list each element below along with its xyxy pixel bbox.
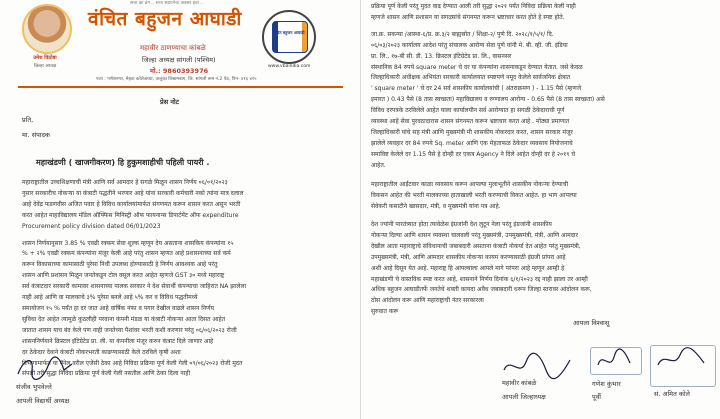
body-line: देखील आता महाराष्ट्राचे संविधानाची जबाबदारी असताना कंत्राटी नोकर्या देत आहेत परंतु मुख्यमंत्री, xyxy=(371,242,581,250)
body-line: जातात शासन याच बंद केले पण नाही जनतेच्या पैशांवर भरती कशी करणार परंतु ०६/०६/२०२३ रोजी xyxy=(22,326,237,334)
body-line: Procurement policy division dated 06/01/2023 xyxy=(22,222,161,230)
body-line: आहेत. xyxy=(371,161,386,169)
headline: महाखंडणी ( खाजगीकरण) हि हुकुमशाहीची पहिली पायरी . xyxy=(36,158,210,167)
right-body-b xyxy=(371,180,711,213)
body-line: उपमुख्यमंत्री, मंत्री, आणि आमदार शासकीय नोकऱ्या कायम करण्यासाठी इंग्रजी प्रांपरा आहे xyxy=(371,253,566,261)
signatory-title: आपली विद्यार्थी अध्यक्ष xyxy=(16,397,70,405)
body-line: आहे देवेंद्र फडणवीस अजित पवार हे विविध कार्यालयांमार्फत संगणमत करून शासन करत असून भरती xyxy=(22,200,241,208)
body-line: झालेले व्यवहार दर 84 रुपये Sq. meter आणि एक मेहताफळ ठेकेदार व्यवसाय नियोजनाचे xyxy=(371,139,573,147)
body-line: नोकऱ्या दिल्या आणि शासन व्यवस्था चालवली परंतु मुख्यमंत्री, उपमुख्यमंत्री, मंत्री, आणि आमदार xyxy=(371,231,578,239)
body-line: महाखंडणी चे वास्तविक स्पष्ट करत आहे, शासनाने निर्णय दिनांक ६/१/२०२३ रद्द नाही झाला तर आम्ही xyxy=(371,275,588,283)
body-line: शासन निर्णयानुसार 3.85 % एवढी रक्कम सेवा शुल्क म्हणून देय असताना शासकिय कंपन्यांना १५ xyxy=(22,239,234,247)
body-line: ' square meter ' चे दर 24 सर्व शासकीय कार्यालयांची ( अंतराक्रमण ) - 1.15 पैसे (म्हणजे xyxy=(371,85,582,93)
body-line: सर्व कंत्राटदार सरकारी कामावर शासनाच्या पालक सरकार ने देश सेवार्थी कंपन्याचा जाहिरात NA झालेला xyxy=(22,283,247,291)
body-line: व्यवस्था आहे सेवा पुरवठादारास शासन संगनमत करून भ्रष्टाचार करत आहे . मोठ्या प्रमाणात xyxy=(371,118,570,126)
right-body-a xyxy=(371,2,711,172)
signatory-title: आपली जिल्हाध्यक्ष xyxy=(502,393,546,401)
body-line: नाही आहे आणि वा मालकाचे ३% पुरेसा बनले आहे ५% कर व विविध पद्धतीमध्ये xyxy=(22,294,198,302)
signature-mark xyxy=(588,345,644,379)
body-line: देश ज्यांनी पारतंत्र्यात होता त्यावेळेस इंग्रजांनी देश लुटून नेला परंतु इंग्रजांनी शासकीय xyxy=(371,221,552,228)
body-line: शासननिर्णयाने क्रिस्टल इंटिग्रेटेड प्रा. ली. या कंपनीला मंजूर करुन कंत्राट दिले जाणार आहे xyxy=(22,337,214,345)
leader-role: जिल्हा अध्यक्ष xyxy=(33,64,57,69)
body-line: समायोजन १५ % पर्यंत हा दर जात आहे वार्षिक नफा व पगार देखील वाढले शासन निर्णय xyxy=(22,304,214,312)
body-line: सुरुवात करू xyxy=(371,308,399,316)
body-line: संपली तरी सुद्धा निविदा प्रक्रिया पूर्ण केली गेली नसतील आणि ठेका दिला नाही xyxy=(22,370,190,378)
body-line: सुविधा देत आहेत त्यामुळे कुठलीही परवाना कंपनी मंडळ या कंत्राटी नोकऱ्या आता दिसत आहेत xyxy=(22,315,226,323)
body-line: करून विकासाच्या कामासाठी पुरेसा निधी उपलब्ध होण्यासाठी हे निर्णय आवश्यक आहे परंतु xyxy=(22,261,218,269)
party-website: www.vbaindia.com xyxy=(268,64,311,69)
letterhead-divider xyxy=(18,86,343,88)
signature-1 xyxy=(12,348,102,418)
signature-2 xyxy=(500,348,580,418)
body-line: जिल्हाधिकारी अधीक्षक अभियंता सरकारी कार्यालयात स्पष्टपणे नमूद केलेले सार्वजनिक क्षेत्रात xyxy=(371,74,571,82)
letterhead-tagline: सत्ता का ढंग .. सत्ता स्थापनेचा अवसर हवा .. xyxy=(130,1,204,6)
body-line: प्रक्रिया पूर्ण केली परंतु मुदत वाढ देण्यात आली तरी सुद्धा २०२१ पर्यंत निविदा प्रक्रिया केली नाही xyxy=(371,3,576,10)
body-line: शासन आणि प्रशासन मिळून जनतेकडून टोल वसूल करत आहेत म्हणजे GST ३० मध्ये महाराष्ट्र xyxy=(22,272,225,280)
sign-off: आपला विश्वासू xyxy=(573,319,610,327)
leader-photo xyxy=(22,4,72,54)
body-line: नुसार सरकारीच नोकऱ्या या कंत्राटी पद्धतीने भरणार आहे यांना सरकारी कर्मचारी नको त्यांना मात्र दलाल xyxy=(22,189,244,197)
signature-3 xyxy=(588,345,644,415)
body-line: अशी आहे दिसून येत आहे. महाराष्ट्र हि आपल्याला आपले मागे परंपरा आहे म्हणून आम्ही हे xyxy=(371,264,565,272)
right-body-c xyxy=(371,220,711,318)
body-line: अधिक बहुजन आघाडीतर्फे जनतेचे शक्ती कायदा अवैध जबाबदारी धरून जिल्हा स्तरावर आंदोलन करू, xyxy=(371,286,592,294)
party-logo xyxy=(262,10,316,64)
body-line: जिल्हाधिकारी यांचे सह मंत्री आणि मुख्यमंत्री मी शासकीय नोकरदार करत, शासन सरकार मंजूर xyxy=(371,128,573,136)
leader-name: उमेश विठोबा xyxy=(33,55,57,61)
body-line: दर ठेकेदार देवाने कंत्राटी नोकरभरती काढण्यासाठी केले ठरविले कृषी अशा xyxy=(22,348,181,356)
body-line: समाविष्ट केलेले दर 1.15 पैसे हे दोन्ही दर एकत्र Agency ने दिले आहेत दोन्ही दर हे २०१९ चे xyxy=(371,150,576,158)
body-line: म्हणजे शासन आणि प्रशासन या सगळ्यांचे संगनमत करून भ्रष्टाचार करत होते हे स्पष्ट होते. xyxy=(371,13,565,21)
body-line: % + २% एवढी रक्कम कंपन्यांना मंजूर केली आहे परंतु शासन म्हणत आहे प्रशासनाच्या सर्व कर्म xyxy=(22,250,231,258)
body-line: इमारत ) 0.43 पैसे (8 तास स्वच्छता) महाविद्यालय व रुग्णालय आरोग्य - 0.65 पैसे (8 तास स्वच्छता) असे xyxy=(371,96,605,104)
party-name: वंचित बहुजन आघाडी xyxy=(88,8,242,30)
signatory-name: संजीव भुपवेल्ले xyxy=(16,383,52,391)
body-line: महाराष्ट्रातील उच्चशिक्षणाची मंत्री आणि सर्व आमदार हे सगळे मिळून शासन निर्णय ०६/०१/२०२३ xyxy=(22,179,228,186)
recipient: मा. संपादक xyxy=(22,131,50,139)
mobile-number: मो.: 9860393976 xyxy=(150,67,209,75)
body-line: महाराष्ट्रातील आईंटवार काळा व्यवसाय करून आपल्या मुलाभूतीने शासकीय नोकऱ्या देण्याची xyxy=(371,181,569,188)
body-line: ठोस आंदोलन करू आणि महाराष्ट्राची नंतर सरकारला xyxy=(371,297,484,305)
body-line: ०६/०३/२०२३ कार्यालय आदेश परंतु संचालक आरोग्य सेवा पुणे यांनी मे. बी. व्ही. जी. इंडिया xyxy=(371,41,568,49)
logo-text: वंचित बहुजन आघाडी xyxy=(273,30,305,35)
signature-4 xyxy=(650,345,716,415)
body-line: सेवेकरी कसाटीने खासदार, मंत्री, व मुख्यमंत्री यांना पत्र आहे. xyxy=(371,202,501,210)
body-line: करत आहेत माहाविद्यालय मॉडेल ऑफ्फिस मिनिस्ट्री ऑफ फायनान्स डिपार्टमेंट ऑफ expenditure xyxy=(22,211,239,219)
signature-mark xyxy=(500,348,580,382)
body-line: संस्थानिक 84 रुपये square meter चे दर या कंपन्यांना शासनाकडून देण्यात येतात. जसे केवळ xyxy=(371,63,583,71)
press-note-title: प्रेस नोट xyxy=(160,98,179,106)
signatory-title: पूर्वी xyxy=(592,393,601,401)
signatory-name: सं. अमित कोले xyxy=(654,390,690,398)
ballot-icon xyxy=(272,21,308,53)
leader-post: महावीर ठाणण्याचा कांबळे xyxy=(140,44,206,52)
letterhead xyxy=(0,0,360,90)
body-line: विकसन आहेत की भरती मालकाच्या हाताखाली भरती करण्याची विकत आहेत. हा भाग आपल्या xyxy=(371,191,577,199)
recipient-label: प्रति, xyxy=(22,116,34,124)
body-line: प्रा. लि., १७-बी सी. डी. 13. क्रिस्टल इंटिग्रेटेड प्रा. लि., वासनसर xyxy=(371,52,512,60)
body-line: विभागामार्फत या पॅनेल वरील एजेंसी ठेका आहे निविदा प्रक्रिया पूर्ण केली गेली ०९/०६/२०२३ रोजी मुदत xyxy=(22,359,243,367)
signatory-name: गणेश कुंभार xyxy=(592,380,621,388)
body-line: जा.क्र. सकन्या /आस्था-६/प्र. क्र.३/२ बाह्यस्रोत / शिक्षा-२/ पुणे दि. २०२८/१/५/१/ दि. xyxy=(371,30,554,38)
district-line: जिल्हा अध्यक्ष सांगली (पश्चिम) xyxy=(142,56,216,64)
signatory-name: महावीर कांबळे xyxy=(502,379,537,387)
body-line: विविध दरपत्रके ठरविलेले आहेत याला कार्यालयीन सर्व आरोग्यात हा सगळी ठेकेदाराची पूर्ण xyxy=(371,107,565,115)
signature-mark xyxy=(650,345,714,375)
office-address: पत्ता : गणेशनगर, मेहता कॉलेजच्या, तालुका विश्रामबाग, जि. सांगली रूम नं.2 पेठ, पिन- ४१६ ४१५ xyxy=(96,77,257,82)
